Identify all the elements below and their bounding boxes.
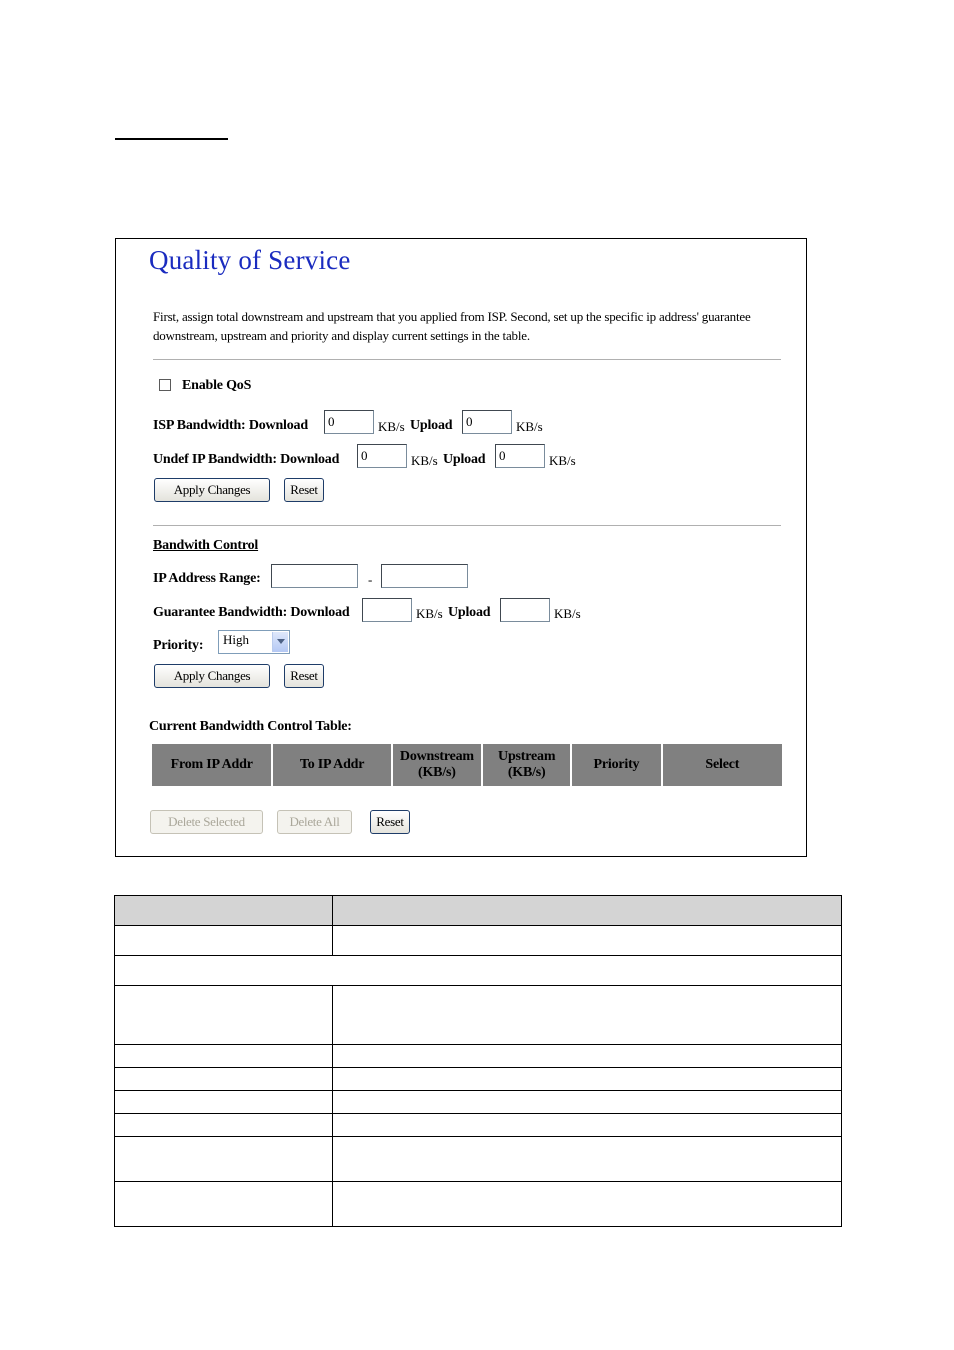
table-header-row [152,744,782,786]
table-reset-button[interactable]: Reset [370,810,410,834]
table-cell [333,896,842,926]
reset-button[interactable]: Reset [284,478,324,502]
table-cell [115,1068,333,1091]
table-cell [333,1091,842,1114]
ip-range-separator: - [368,572,373,587]
table-cell [333,986,842,1045]
undef-upload-input[interactable] [495,444,545,468]
table-cell [115,956,842,986]
guarantee-bandwidth-title: Guarantee Bandwidth: [153,605,288,620]
divider [153,359,781,360]
undef-bandwidth-label [153,452,339,468]
isp-upload-label: Upload [410,418,453,433]
section-heading-underline [115,138,228,140]
priority-select[interactable] [218,630,290,654]
table-row [115,1182,842,1227]
isp-download-unit: KB/s [378,419,405,434]
ip-range-from-input[interactable] [271,564,358,588]
table-cell [115,926,333,956]
isp-upload-input[interactable] [462,410,512,434]
table-cell [333,1137,842,1182]
column-header-priority: Priority [572,744,660,786]
table-cell [333,1114,842,1137]
guarantee-upload-label: Upload [448,605,491,620]
guarantee-download-unit: KB/s [416,606,443,621]
table-cell [333,1068,842,1091]
ip-range-label: IP Address Range: [153,571,261,586]
priority-selected-value: High [223,632,249,647]
isp-bandwidth-title: ISP Bandwidth: [153,418,246,433]
isp-upload-unit: KB/s [516,419,543,434]
table-cell [115,1091,333,1114]
apply-changes-button[interactable]: Apply Changes [154,478,270,502]
table-row [115,1068,842,1091]
column-header-downstream: Downstream (KB/s) [393,744,481,786]
column-header-select: Select [663,744,782,786]
undef-download-input[interactable] [357,444,407,468]
priority-label: Priority: [153,638,204,653]
undef-upload-unit: KB/s [549,453,576,468]
page-title: Quality of Service [149,245,351,275]
table-cell [115,1114,333,1137]
guarantee-upload-unit: KB/s [554,606,581,621]
table-row [115,1091,842,1114]
undef-bandwidth-title: Undef IP Bandwidth: [153,452,277,467]
table-row [115,1045,842,1068]
table-cell [333,1045,842,1068]
table-row [115,986,842,1045]
bandwidth-control-heading: Bandwith Control [153,538,259,553]
ip-range-to-input[interactable] [381,564,468,588]
guarantee-upload-input[interactable] [500,598,550,622]
table-cell [115,986,333,1045]
enable-qos-checkbox[interactable] [159,379,171,391]
table-row [115,926,842,956]
apply-changes-button[interactable]: Apply Changes [154,664,270,688]
enable-qos-label: Enable QoS [182,378,252,393]
parameter-table [114,895,842,1227]
guarantee-download-input[interactable] [362,598,412,622]
undef-download-unit: KB/s [411,453,438,468]
intro-text: First, assign total downstream and upstream that you applied from ISP. Second, set up the specific ip address' guarantee downstream, upstream and priority and display current settings in the table. [153,309,751,343]
table-caption: Current Bandwidth Control Table: [149,719,352,734]
table-cell [115,1137,333,1182]
table-cell [333,926,842,956]
delete-all-button[interactable]: Delete All [277,810,352,834]
undef-upload-label: Upload [443,452,486,467]
undef-download-label: Download [280,452,340,467]
table-cell [115,1182,333,1227]
column-header-to-ip: To IP Addr [273,744,390,786]
isp-download-input[interactable] [324,410,374,434]
bandwidth-control-table [150,744,784,786]
table-cell [115,896,333,926]
chevron-down-icon[interactable] [272,632,288,652]
qos-screenshot-frame [115,238,807,857]
table-row [115,1137,842,1182]
reset-button[interactable]: Reset [284,664,324,688]
column-header-upstream: Upstream (KB/s) [483,744,570,786]
guarantee-download-label: Download [290,605,350,620]
guarantee-bandwidth-label [153,605,349,621]
isp-download-label: Download [248,418,308,433]
table-header-row [115,896,842,926]
column-header-from-ip: From IP Addr [152,744,271,786]
divider [153,525,781,526]
table-row [115,956,842,986]
isp-bandwidth-label [153,418,308,434]
table-cell [115,1045,333,1068]
delete-selected-button[interactable]: Delete Selected [150,810,263,834]
table-cell [333,1182,842,1227]
table-row [115,1114,842,1137]
